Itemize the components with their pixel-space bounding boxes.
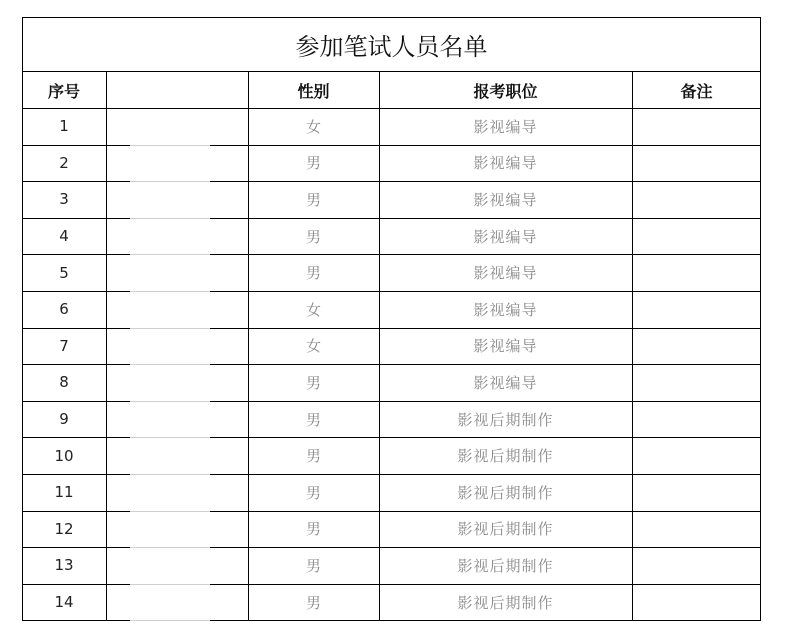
grid-line xyxy=(22,71,23,620)
cell-position: 影视编导 xyxy=(473,190,538,209)
grid-line xyxy=(22,108,761,109)
cell-gender: 男 xyxy=(305,593,321,612)
grid-line xyxy=(22,291,130,292)
grid-line xyxy=(760,71,761,620)
cell-remark xyxy=(632,437,761,474)
grid-line xyxy=(210,181,761,182)
cell-remark xyxy=(632,511,761,548)
grid-line xyxy=(22,181,130,182)
cell-gender: 女 xyxy=(305,117,321,136)
table-row xyxy=(22,584,761,621)
grid-line xyxy=(632,72,633,620)
grid-line xyxy=(210,218,761,219)
header-remark: 备注 xyxy=(680,81,713,101)
cell-seq: 7 xyxy=(59,336,69,355)
grid-line xyxy=(210,254,761,255)
cell-remark xyxy=(632,328,761,365)
grid-line xyxy=(130,547,210,548)
cell-seq: 1 xyxy=(59,117,69,136)
cell-gender: 男 xyxy=(305,227,321,246)
cell-gender: 男 xyxy=(305,190,321,209)
grid-line xyxy=(210,291,761,292)
grid-line xyxy=(210,620,761,621)
cell-position: 影视后期制作 xyxy=(457,483,554,502)
grid-line xyxy=(22,218,130,219)
header-position: 报考职位 xyxy=(473,81,538,101)
grid-line xyxy=(248,72,249,620)
table-row xyxy=(22,291,761,328)
cell-position: 影视后期制作 xyxy=(457,593,554,612)
cell-gender: 男 xyxy=(305,154,321,173)
cell-remark xyxy=(632,584,761,621)
cell-seq: 6 xyxy=(59,300,69,319)
grid-line xyxy=(22,145,130,146)
cell-seq: 2 xyxy=(59,153,69,172)
cell-remark xyxy=(632,254,761,291)
cell-seq: 4 xyxy=(59,227,69,246)
cell-gender: 男 xyxy=(305,264,321,283)
cell-seq: 10 xyxy=(54,446,74,465)
cell-seq: 3 xyxy=(59,190,69,209)
grid-line xyxy=(22,584,130,585)
cell-position: 影视后期制作 xyxy=(457,556,554,575)
grid-line xyxy=(130,401,210,402)
cell-remark xyxy=(632,547,761,584)
cell-remark xyxy=(632,364,761,401)
cell-remark xyxy=(632,474,761,511)
table-row xyxy=(22,511,761,548)
cell-seq: 14 xyxy=(54,593,74,612)
grid-line xyxy=(210,437,761,438)
grid-line xyxy=(210,584,761,585)
cell-seq: 11 xyxy=(54,483,74,502)
table-row xyxy=(22,437,761,474)
cell-gender: 男 xyxy=(305,373,321,392)
grid-line xyxy=(130,218,210,219)
grid-line xyxy=(130,511,210,512)
grid-line xyxy=(210,511,761,512)
table-row xyxy=(22,254,761,291)
table-row xyxy=(22,364,761,401)
grid-line xyxy=(130,620,210,621)
grid-line xyxy=(22,547,130,548)
grid-line xyxy=(22,620,130,621)
grid-line xyxy=(22,254,130,255)
table-row xyxy=(22,108,761,145)
cell-position: 影视后期制作 xyxy=(457,447,554,466)
grid-line xyxy=(210,328,761,329)
grid-line xyxy=(130,584,210,585)
roster-sheet xyxy=(22,17,761,625)
cell-gender: 男 xyxy=(305,483,321,502)
table-row xyxy=(22,218,761,255)
grid-line xyxy=(130,474,210,475)
table-row xyxy=(22,145,761,182)
table-row xyxy=(22,401,761,438)
cell-remark xyxy=(632,145,761,182)
cell-position: 影视编导 xyxy=(473,264,538,283)
cell-seq: 12 xyxy=(54,519,74,538)
table-row xyxy=(22,181,761,218)
table-row xyxy=(22,547,761,584)
grid-line xyxy=(106,72,107,620)
grid-line xyxy=(22,511,130,512)
grid-line xyxy=(130,364,210,365)
grid-line xyxy=(210,474,761,475)
grid-line xyxy=(22,474,130,475)
grid-line xyxy=(130,437,210,438)
grid-line xyxy=(130,181,210,182)
cell-gender: 女 xyxy=(305,337,321,356)
cell-gender: 男 xyxy=(305,410,321,429)
grid-line xyxy=(210,401,761,402)
cell-seq: 13 xyxy=(54,556,74,575)
cell-position: 影视编导 xyxy=(473,337,538,356)
grid-line xyxy=(210,145,761,146)
cell-seq: 5 xyxy=(59,263,69,282)
grid-line xyxy=(130,254,210,255)
cell-position: 影视后期制作 xyxy=(457,410,554,429)
sheet-title: 参加笔试人员名单 xyxy=(22,17,761,72)
grid-line xyxy=(130,145,210,146)
grid-line xyxy=(379,72,380,620)
grid-line xyxy=(130,328,210,329)
cell-gender: 男 xyxy=(305,556,321,575)
cell-position: 影视编导 xyxy=(473,227,538,246)
grid-line xyxy=(210,364,761,365)
grid-line xyxy=(22,401,130,402)
cell-position: 影视编导 xyxy=(473,117,538,136)
grid-line xyxy=(22,364,130,365)
header-gender: 性别 xyxy=(297,81,330,101)
cell-gender: 女 xyxy=(305,300,321,319)
cell-position: 影视后期制作 xyxy=(457,520,554,539)
table-row xyxy=(22,328,761,365)
cell-remark xyxy=(632,291,761,328)
cell-gender: 男 xyxy=(305,520,321,539)
grid-line xyxy=(210,547,761,548)
grid-line xyxy=(22,437,130,438)
cell-seq: 8 xyxy=(59,373,69,392)
cell-remark xyxy=(632,401,761,438)
cell-remark xyxy=(632,181,761,218)
header-row xyxy=(22,72,761,108)
cell-remark xyxy=(632,108,761,145)
grid-line xyxy=(130,291,210,292)
cell-position: 影视编导 xyxy=(473,373,538,392)
header-seq: 序号 xyxy=(47,81,80,101)
grid-line xyxy=(22,328,130,329)
cell-remark xyxy=(632,218,761,255)
cell-position: 影视编导 xyxy=(473,300,538,319)
cell-position: 影视编导 xyxy=(473,154,538,173)
table-row xyxy=(22,474,761,511)
cell-gender: 男 xyxy=(305,447,321,466)
cell-seq: 9 xyxy=(59,410,69,429)
